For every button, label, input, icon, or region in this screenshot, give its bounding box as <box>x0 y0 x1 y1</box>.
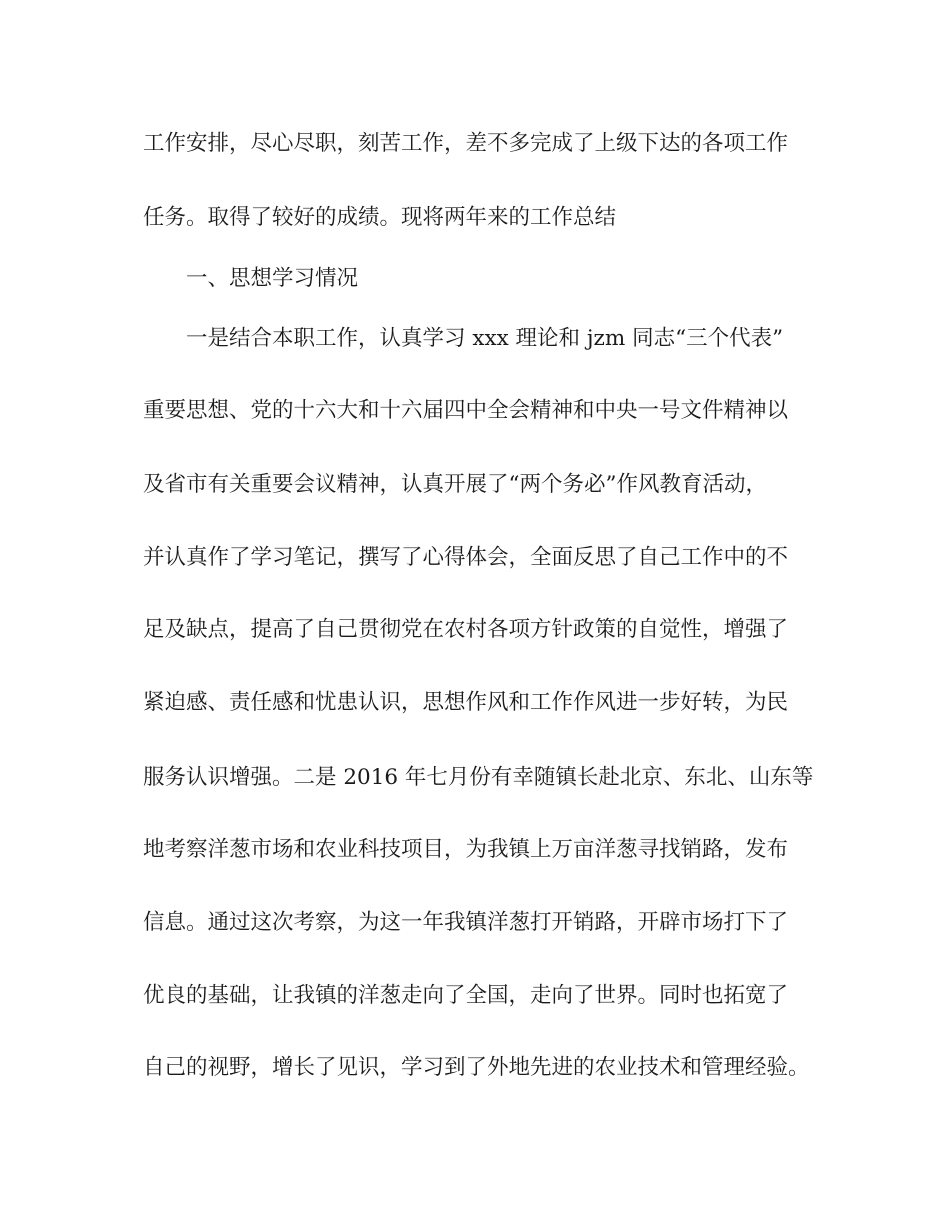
paragraph-line: 并认真作了学习笔记，撰写了心得体会，全面反思了自己工作中的不 <box>143 545 789 570</box>
paragraph-line: 任务。取得了较好的成绩。现将两年来的工作总结 <box>143 205 617 230</box>
paragraph-line: 地考察洋葱市场和农业科技项目，为我镇上万亩洋葱寻找销路，发布 <box>143 837 789 862</box>
paragraph-line: 优良的基础，让我镇的洋葱走向了全国，走向了世界。同时也拓宽了 <box>143 983 789 1008</box>
paragraph-line: 服务认识增强。二是 2016 年七月份有幸随镇长赴北京、东北、山东等 <box>143 765 814 790</box>
paragraph-line: 信息。通过这次考察，为这一年我镇洋葱打开销路，开辟市场打下了 <box>143 910 789 935</box>
paragraph-line: 及省市有关重要会议精神，认真开展了“两个务必”作风教育活动， <box>143 472 767 497</box>
section-heading: 一、思想学习情况 <box>186 266 359 291</box>
paragraph-line: 一是结合本职工作，认真学习 xxx 理论和 jzm 同志“三个代表” <box>186 326 784 351</box>
paragraph-line: 工作安排，尽心尽职，刻苦工作，差不多完成了上级下达的各项工作 <box>143 131 789 156</box>
paragraph-line: 紧迫感、责任感和忧患认识，思想作风和工作作风进一步好转，为民 <box>143 690 789 715</box>
paragraph-line: 自己的视野，增长了见识，学习到了外地先进的农业技术和管理经验。 <box>143 1055 810 1080</box>
paragraph-line: 足及缺点，提高了自己贯彻党在农村各项方针政策的自觉性，增强了 <box>143 617 789 642</box>
paragraph-line: 重要思想、党的十六大和十六届四中全会精神和中央一号文件精神以 <box>143 398 789 423</box>
